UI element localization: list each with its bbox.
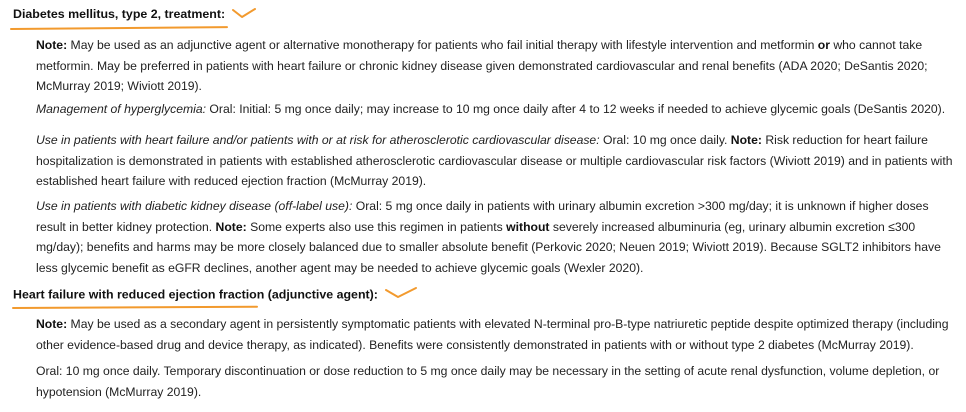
paragraph-text: Oral: Initial: 5 mg once daily; may increase to 10 mg once daily after 4 to 12 weeks if needed to achieve glycemic goals (DeSantis 2020). xyxy=(206,102,946,116)
paragraph-text-cont: Some experts also use this regimen in patients xyxy=(246,219,507,234)
paragraph-diabetic-kidney xyxy=(36,196,958,278)
note-label: Note: xyxy=(215,219,247,234)
bold-without: without xyxy=(506,219,550,234)
paragraph-text: Oral: 5 mg once daily in patients with urinary albumin excretion >300 mg/day; it is unknown if higher doses result in better kidney protection. xyxy=(36,199,929,234)
note-label: Note: xyxy=(730,133,762,147)
paragraph-hf-dosing xyxy=(36,361,958,402)
paragraph-text: Oral: 10 mg once daily. xyxy=(599,133,731,147)
section-heading-heart-failure xyxy=(13,286,418,304)
section-heading-diabetes xyxy=(13,6,257,23)
note-text: May be used as an adjunctive agent or alternative monotherapy for patients who fail initial therapy with lifestyle intervention and metformin xyxy=(67,38,818,52)
note-text-cont: who cannot take metformin. May be preferred in patients with heart failure or chronic kidney disease given demonstrated cardiovascular and renal benefits (ADA 2020; DeSantis 2020; McMurray 2019; Wiviott 2019). xyxy=(36,38,928,93)
bold-or: or xyxy=(817,38,830,52)
checkmark-annotation-icon xyxy=(231,7,257,23)
italic-label: Use in patients with diabetic kidney disease (off-label use): xyxy=(36,199,353,213)
paragraph-note xyxy=(36,35,958,97)
paragraph-hf-note xyxy=(36,314,958,355)
paragraph-hyperglycemia xyxy=(36,99,958,120)
heading-text: Heart failure with reduced ejection fraction (adjunctive agent): xyxy=(13,287,378,302)
note-label: Note: xyxy=(36,38,68,52)
paragraph-heart-failure-ascvd xyxy=(36,130,958,192)
note-label: Note: xyxy=(36,317,68,331)
italic-label: Management of hyperglycemia: xyxy=(36,102,207,116)
italic-label: Use in patients with heart failure and/or patients with or at risk for atherosclerotic cardiovascular disease: xyxy=(36,133,600,147)
paragraph-text: Oral: 10 mg once daily. Temporary discontinuation or dose reduction to 5 mg once daily may be necessary in the setting of acute renal dysfunction, volume depletion, or hypotension (McMurray 2019). xyxy=(36,364,940,399)
paragraph-text-cont: Risk reduction for heart failure hospitalization is demonstrated in patients with established atherosclerotic cardiovascular disease or multiple cardiovascular risk factors (Wiviott 2019) and in patients with established heart failure with reduced ejection fraction (McMurray 2019). xyxy=(36,133,953,188)
heading-text: Diabetes mellitus, type 2, treatment: xyxy=(13,7,226,21)
paragraph-text: May be used as a secondary agent in persistently symptomatic patients with elevated N-terminal pro-B-type natriuretic peptide despite optimized therapy (including other evidence-based drug and device therapy, as indicated). Benefits were consistently demonstrated in patients with or without type 2 diabetes (McMurray 2019). xyxy=(36,317,949,352)
checkmark-annotation-icon xyxy=(384,286,418,304)
paragraph-text-end: severely increased albuminuria (eg, urinary albumin excretion ≤300 mg/day); benefits and harms may be more closely balanced due to smaller absolute benefit (Perkovic 2020; Neuen 2019; Wiviott 2019). Because SGLT2 inhibitors have less glycemic benefit as eGFR declines, another agent may be needed to achieve glycemic goals (Wexler 2020). xyxy=(36,219,941,275)
underline-annotation xyxy=(12,306,258,309)
underline-annotation xyxy=(10,26,228,30)
